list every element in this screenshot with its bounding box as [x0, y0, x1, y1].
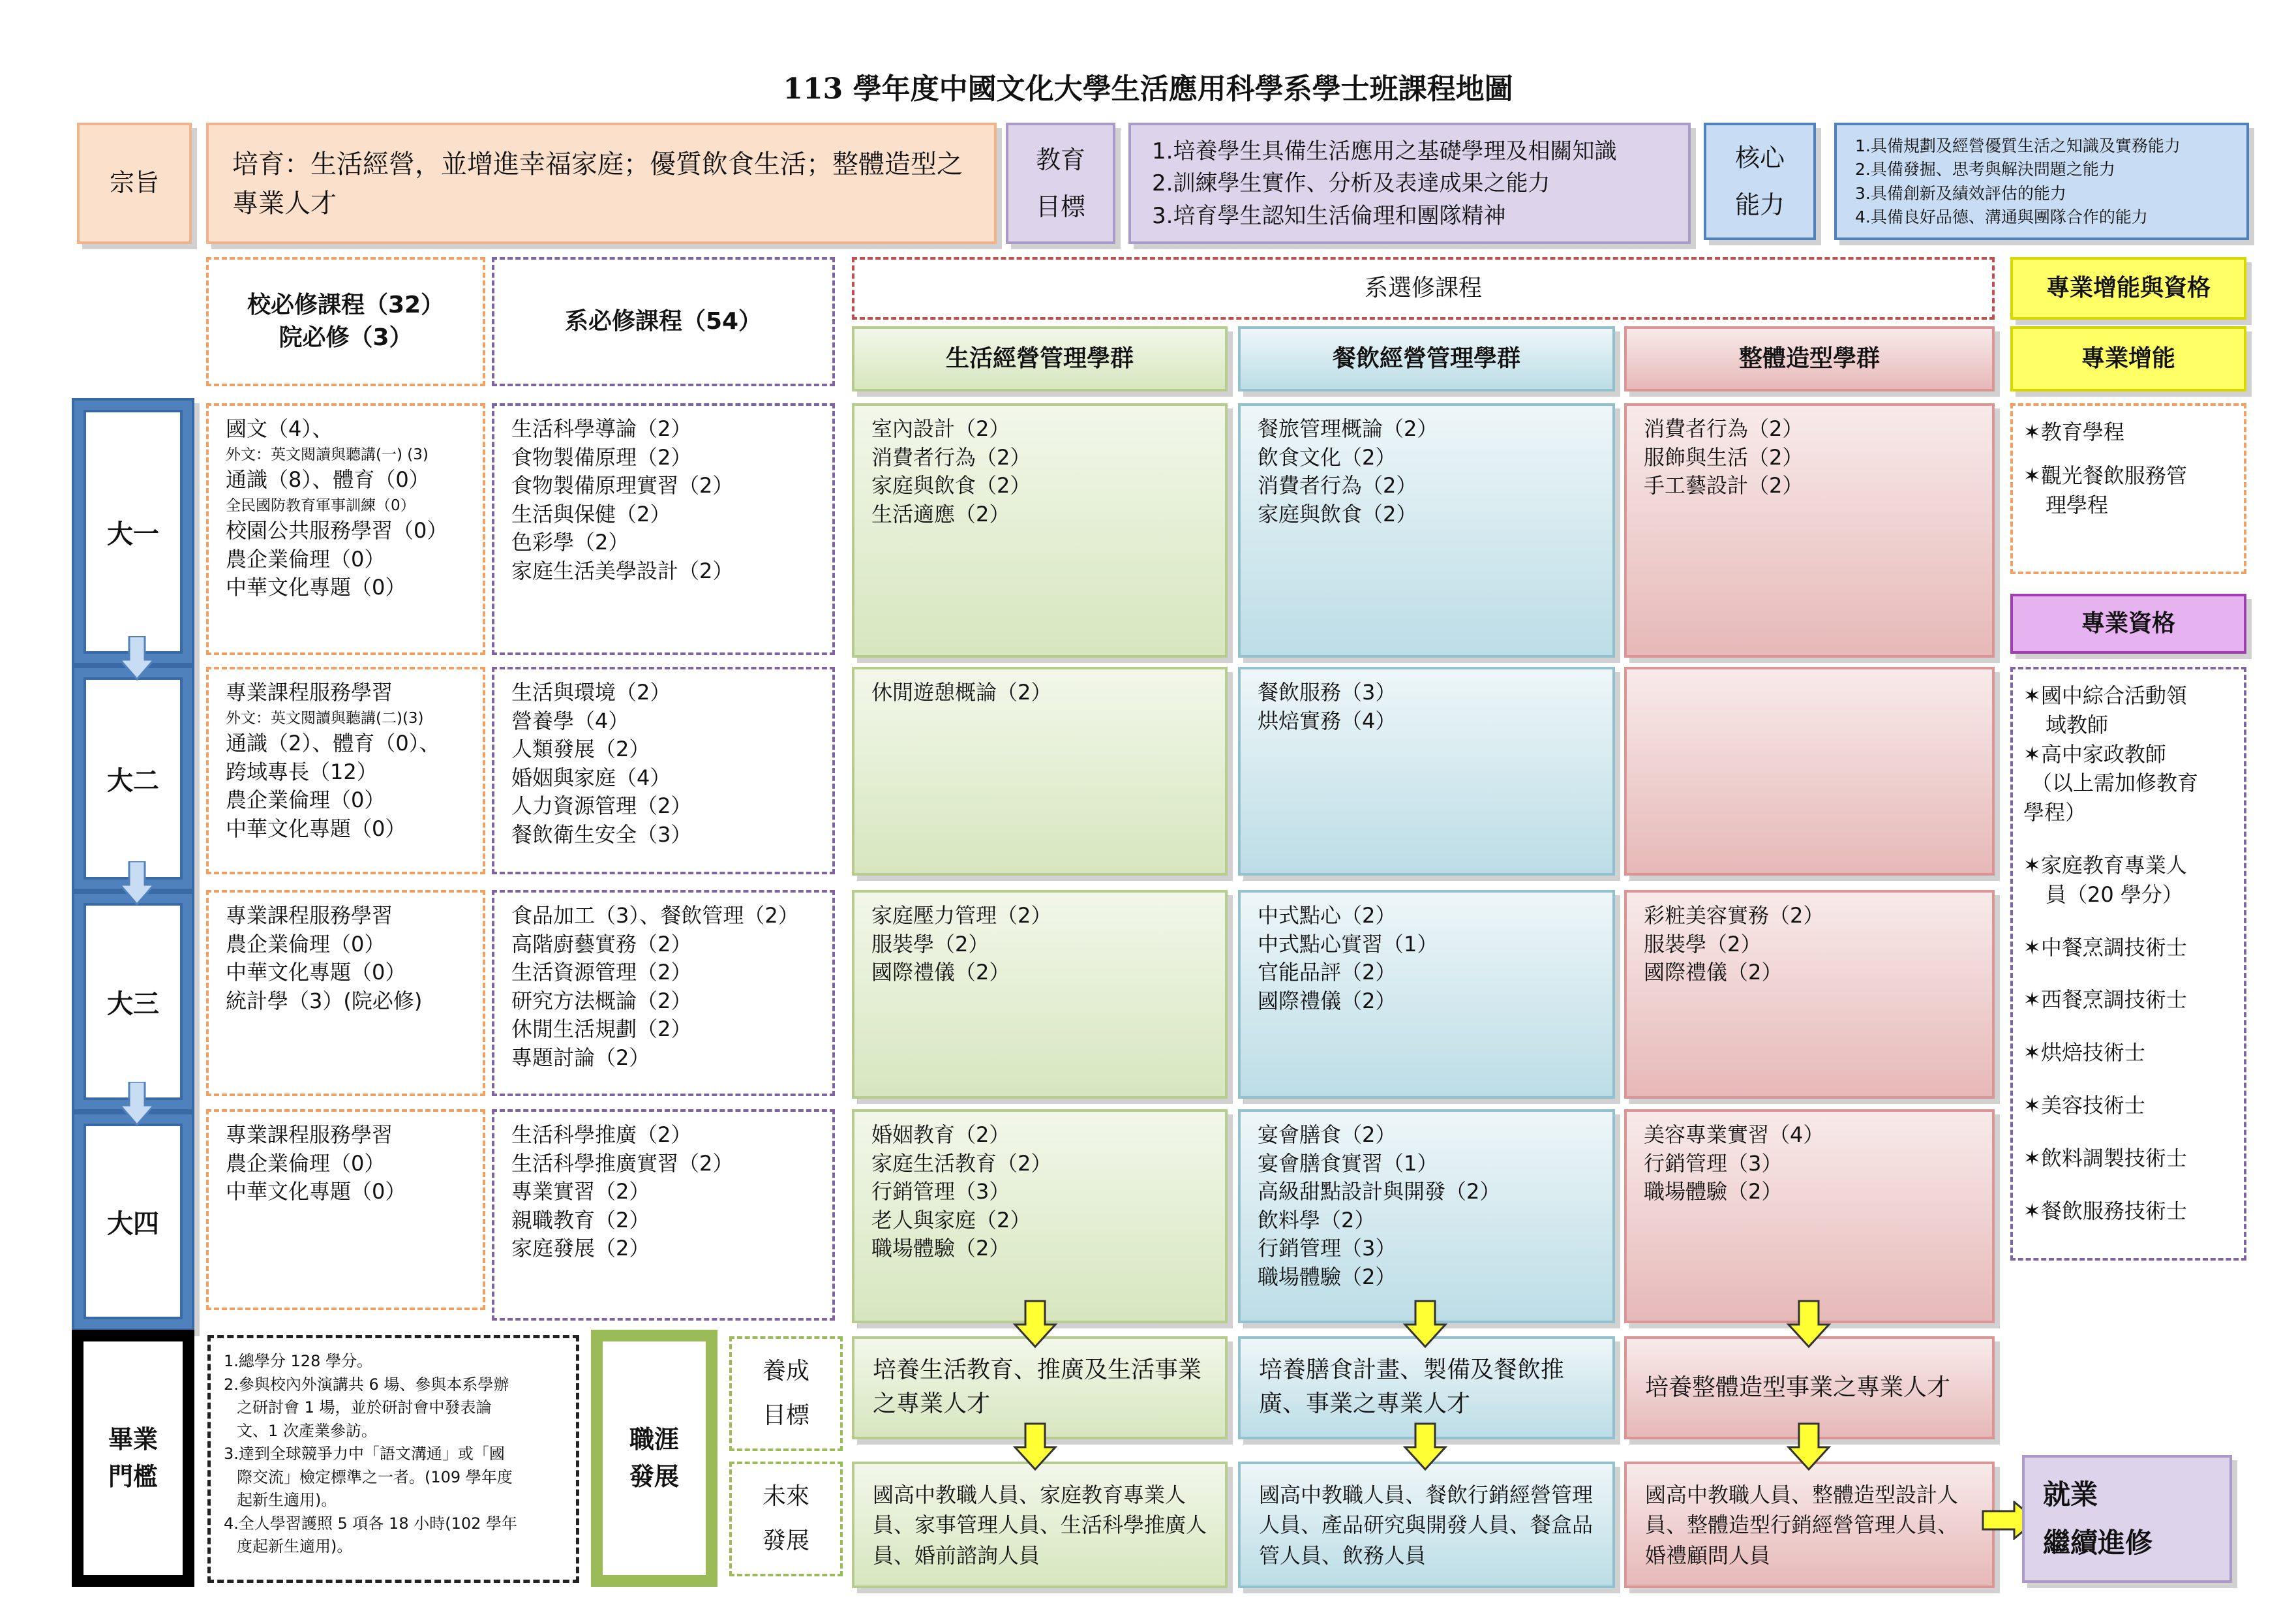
year-arrow-icon [117, 861, 157, 907]
life-cell-y2 [852, 667, 1228, 876]
grad-rules [207, 1335, 579, 1583]
course: 國文（4）、 [226, 416, 333, 441]
year-frame [72, 891, 194, 1112]
dept-cell-y4 [492, 1109, 835, 1321]
course: 中式點心實習（1） [1258, 931, 1438, 957]
course: 烘焙實務（4） [1258, 708, 1397, 733]
cert-item: ✶餐飲服務技術士 [2023, 1198, 2187, 1223]
goals-list [1128, 123, 1691, 244]
down-arrow-icon [1786, 1300, 1832, 1349]
course: 服裝學（2） [871, 931, 989, 957]
skills-box [2010, 403, 2246, 574]
course: 人類發展（2） [511, 737, 650, 762]
outcome-line: 繼續進修 [2043, 1526, 2153, 1559]
life-cell-y3 [852, 890, 1228, 1099]
dept-cell-y1 [492, 403, 835, 655]
course: 行銷管理（3） [871, 1179, 1010, 1204]
down-arrow-icon [1786, 1422, 1832, 1472]
group-style-header: 整體造型學群 [1624, 326, 1995, 391]
school-required-header [206, 257, 485, 386]
course: 專業課程服務學習 [226, 1122, 393, 1147]
course: 高階廚藝實務（2） [511, 931, 692, 957]
core-item: 2.具備發掘、思考與解決問題之能力 [1855, 160, 2115, 179]
cert-item: ✶飲料調製技術士 [2023, 1145, 2187, 1171]
rule-line: 起新生適用)。 [237, 1491, 337, 1510]
course: 專題討論（2） [511, 1045, 650, 1070]
future-food: 國高中教職人員、餐飲行銷經營管理人員、產品研究與開發人員、餐盒品管人員、飲務人員 [1238, 1462, 1615, 1588]
outcome-box [2022, 1455, 2232, 1583]
style-cell-y2 [1624, 667, 1995, 876]
course: 中華文化專題（0） [226, 960, 406, 985]
course: 宴會膳食（2） [1258, 1122, 1397, 1147]
goal-item: 3.培育學生認知生活倫理和團隊精神 [1152, 202, 1506, 229]
year-frame [72, 398, 194, 666]
year-label: 大三 [83, 903, 183, 1100]
future-label [729, 1462, 843, 1576]
grad-label-line: 畢業 [108, 1425, 158, 1454]
course: 餐飲衛生安全（3） [511, 821, 692, 847]
year-frame [72, 666, 194, 891]
dept-required-header: 系必修課程（54） [492, 257, 835, 386]
course: 外文：英文閱讀與聽講(二)(3) [226, 709, 424, 727]
course: 家庭發展（2） [511, 1236, 650, 1261]
down-arrow-icon [1402, 1422, 1448, 1472]
course: 生活適應（2） [871, 501, 1010, 527]
course: 職場體驗（2） [1644, 1179, 1783, 1204]
down-arrow-icon [1012, 1300, 1058, 1349]
food-cell-y4 [1238, 1109, 1615, 1323]
rule-line: 1.總學分 128 學分。 [224, 1352, 372, 1370]
course: 農企業倫理（0） [226, 788, 385, 813]
course: 手工藝設計（2） [1644, 473, 1804, 498]
rule-line: 際交流」檢定標準之一者。(109 學年度 [237, 1467, 513, 1486]
rule-line: 文、1 次產業參訪。 [237, 1421, 377, 1440]
course: 全民國防教育軍事訓練（0） [226, 497, 415, 514]
course: 外文：英文閱讀與聽講(一) (3) [226, 446, 429, 463]
course: 研究方法概論（2） [511, 988, 692, 1013]
year-label: 大四 [83, 1124, 183, 1319]
skill-item: ✶教育學程 [2023, 420, 2124, 444]
course: 專業課程服務學習 [226, 680, 393, 705]
course: 宴會膳食實習（1） [1258, 1150, 1438, 1176]
year-label: 大二 [83, 677, 183, 880]
page-title: 113 學年度中國文化大學生活應用科學系學士班課程地圖 [783, 72, 1513, 106]
mission-label: 宗旨 [77, 123, 192, 244]
rule-line: 2.參與校內外演講共 6 場、參與本系學辦 [224, 1375, 509, 1394]
course: 婚姻教育（2） [871, 1122, 1010, 1147]
goal-item: 1.培養學生具備生活應用之基礎學理及相關知識 [1152, 138, 1617, 164]
course: 專業實習（2） [511, 1179, 650, 1204]
course: 國際禮儀（2） [1258, 988, 1397, 1013]
course: 飲食文化（2） [1258, 444, 1397, 470]
year-label: 大一 [83, 410, 183, 654]
course: 行銷管理（3） [1644, 1150, 1783, 1176]
elective-header: 系選修課程 [852, 257, 1995, 320]
goals-label-line: 教育 [1035, 145, 1085, 174]
course: 餐飲服務（3） [1258, 680, 1397, 705]
life-cell-y4 [852, 1109, 1228, 1323]
food-cell-y1 [1238, 403, 1615, 658]
course: 生活與環境（2） [511, 680, 671, 705]
prof-title-header: 專業增能與資格 [2010, 257, 2246, 320]
career-label-line: 職涯 [629, 1425, 679, 1454]
cert-item: ✶烘焙技術士 [2023, 1040, 2145, 1065]
train-life: 培養生活教育、推廣及生活事業之專業人才 [852, 1336, 1228, 1439]
future-label-line: 發展 [762, 1527, 809, 1554]
cert-item: ✶中餐烹調技術士 [2023, 934, 2187, 960]
course: 家庭生活美學設計（2） [511, 558, 734, 583]
core-label-line: 能力 [1734, 191, 1785, 219]
course: 家庭與飲食（2） [1258, 501, 1417, 527]
header-line: 院必修（3） [279, 324, 413, 351]
goal-item: 2.訓練學生實作、分析及表達成果之能力 [1152, 170, 1550, 197]
school-cell-y3 [206, 890, 485, 1096]
course: 生活科學導論（2） [511, 416, 692, 441]
goals-label-line: 目標 [1035, 192, 1085, 221]
life-cell-y1 [852, 403, 1228, 658]
course: 校園公共服務學習（0） [226, 518, 448, 544]
style-cell-y1 [1624, 403, 1995, 658]
course: 親職教育（2） [511, 1207, 650, 1233]
course: 婚姻與家庭（4） [511, 765, 671, 790]
goals-label [1006, 123, 1115, 244]
certs-box [2010, 667, 2246, 1261]
course: 食物製備原理（2） [511, 444, 692, 470]
school-cell-y1 [206, 403, 485, 655]
train-label [729, 1336, 843, 1451]
career-label-line: 發展 [629, 1462, 679, 1491]
career-label [600, 1339, 708, 1578]
course: 國際禮儀（2） [1644, 960, 1783, 985]
course: 通識（2）、體育（0）、 [226, 731, 440, 756]
course: 生活與保健（2） [511, 501, 671, 527]
food-cell-y3 [1238, 890, 1615, 1099]
course: 食品加工（3）、餐飲管理（2） [511, 903, 799, 928]
train-label-line: 目標 [762, 1402, 809, 1429]
future-label-line: 未來 [762, 1482, 809, 1510]
dept-cell-y2 [492, 667, 835, 874]
school-cell-y4 [206, 1109, 485, 1310]
cert-item: ✶美容技術士 [2023, 1092, 2145, 1118]
header-line: 校必修課程（32） [247, 291, 445, 318]
cert-item: 員（20 學分） [2046, 881, 2183, 907]
course: 營養學（4） [511, 708, 629, 733]
course: 職場體驗（2） [1258, 1264, 1397, 1289]
course: 高級甜點設計與開發（2） [1258, 1179, 1501, 1204]
cert-item: 學程） [2023, 800, 2087, 825]
course: 農企業倫理（0） [226, 546, 385, 572]
course: 室內設計（2） [871, 416, 1010, 441]
core-item: 4.具備良好品德、溝通與團隊合作的能力 [1855, 207, 2148, 226]
course: 餐旅管理概論（2） [1258, 416, 1438, 441]
rule-line: 3.達到全球競爭力中「語文溝通」或「國 [224, 1445, 505, 1463]
course: 通識（8）、體育（0） [226, 467, 430, 493]
grad-frame [72, 1330, 194, 1587]
rule-line: 之研討會 1 場，並於研討會中發表論 [237, 1398, 492, 1417]
down-arrow-icon [1012, 1422, 1058, 1472]
course: 家庭壓力管理（2） [871, 903, 1052, 928]
course: 服飾與生活（2） [1644, 444, 1804, 470]
grad-label-line: 門檻 [108, 1462, 158, 1491]
mission-text: 培育：生活經營，並增進幸福家庭；優質飲食生活；整體造型之專業人才 [206, 123, 997, 244]
course: 老人與家庭（2） [871, 1207, 1031, 1233]
prof-cert-header: 專業資格 [2010, 594, 2246, 654]
course: 中式點心（2） [1258, 903, 1397, 928]
course: 專業課程服務學習 [226, 903, 393, 928]
course: 跨域專長（12） [226, 759, 378, 784]
train-label-line: 養成 [762, 1357, 809, 1385]
cert-item: （以上需加修教育 [2031, 771, 2199, 796]
cert-item: ✶高中家政教師 [2023, 741, 2166, 767]
group-food-header: 餐飲經營管理學群 [1238, 326, 1615, 391]
course: 消費者行為（2） [871, 444, 1031, 470]
course: 統計學（3）(院必修) [226, 988, 423, 1013]
course: 人力資源管理（2） [511, 793, 692, 819]
course: 服裝學（2） [1644, 931, 1762, 957]
course: 消費者行為（2） [1258, 473, 1417, 498]
course: 休閒生活規劃（2） [511, 1017, 692, 1042]
skill-item: ✶觀光餐飲服務管 [2023, 463, 2187, 488]
train-food: 培養膳食計畫、製備及餐飲推廣、事業之專業人才 [1238, 1336, 1615, 1439]
course: 國際禮儀（2） [871, 960, 1010, 985]
course: 美容專業實習（4） [1644, 1122, 1824, 1147]
course: 農企業倫理（0） [226, 1150, 385, 1176]
rule-line: 度起新生適用)。 [237, 1537, 353, 1556]
course: 消費者行為（2） [1644, 416, 1804, 441]
food-cell-y2 [1238, 667, 1615, 876]
core-item: 1.具備規劃及經營優質生活之知識及實務能力 [1855, 136, 2181, 155]
course: 休閒遊憩概論（2） [871, 680, 1052, 705]
course: 飲料學（2） [1258, 1207, 1376, 1233]
course: 農企業倫理（0） [226, 931, 385, 957]
course: 色彩學（2） [511, 530, 629, 555]
year-frame [72, 1112, 194, 1331]
cert-item: ✶家庭教育專業人 [2023, 852, 2187, 878]
course: 生活科學推廣實習（2） [511, 1150, 734, 1176]
course: 家庭生活教育（2） [871, 1150, 1052, 1176]
year-arrow-icon [117, 636, 157, 682]
cert-item: 域教師 [2046, 712, 2109, 737]
core-label [1704, 123, 1816, 240]
style-cell-y4 [1624, 1109, 1995, 1323]
grad-label [81, 1339, 185, 1578]
group-life-header: 生活經營管理學群 [852, 326, 1228, 391]
train-style: 培養整體造型事業之專業人才 [1624, 1336, 1995, 1439]
course: 官能品評（2） [1258, 960, 1397, 985]
core-item: 3.具備創新及績效評估的能力 [1855, 183, 2066, 203]
style-cell-y3 [1624, 890, 1995, 1099]
skill-item: 理學程 [2046, 492, 2109, 517]
course: 中華文化專題（0） [226, 1179, 406, 1204]
future-life: 國高中教職人員、家庭教育專業人員、家事管理人員、生活科學推廣人員、婚前諮詢人員 [852, 1462, 1228, 1588]
prof-skill-header: 專業增能 [2010, 326, 2246, 391]
course: 中華文化專題（0） [226, 575, 406, 600]
core-label-line: 核心 [1734, 143, 1785, 172]
course: 食物製備原理實習（2） [511, 473, 734, 498]
dept-cell-y3 [492, 890, 835, 1096]
year-arrow-icon [117, 1082, 157, 1127]
school-cell-y2 [206, 667, 485, 874]
outcome-line: 就業 [2043, 1478, 2098, 1510]
cert-item: ✶國中綜合活動領 [2023, 683, 2187, 708]
rule-line: 4.全人學習護照 5 項各 18 小時(102 學年 [224, 1514, 518, 1533]
course: 職場體驗（2） [871, 1236, 1010, 1261]
future-style: 國高中教職人員、整體造型設計人員、整體造型行銷經營管理人員、婚禮顧問人員 [1624, 1462, 1995, 1588]
course: 彩粧美容實務（2） [1644, 903, 1824, 928]
course: 家庭與飲食（2） [871, 473, 1031, 498]
career-frame [591, 1330, 718, 1587]
cert-item: ✶西餐烹調技術士 [2023, 987, 2187, 1013]
course: 生活科學推廣（2） [511, 1122, 692, 1147]
course: 行銷管理（3） [1258, 1236, 1397, 1261]
core-list [1834, 123, 2249, 240]
down-arrow-icon [1402, 1300, 1448, 1349]
course: 生活資源管理（2） [511, 960, 692, 985]
course: 中華文化專題（0） [226, 816, 406, 841]
